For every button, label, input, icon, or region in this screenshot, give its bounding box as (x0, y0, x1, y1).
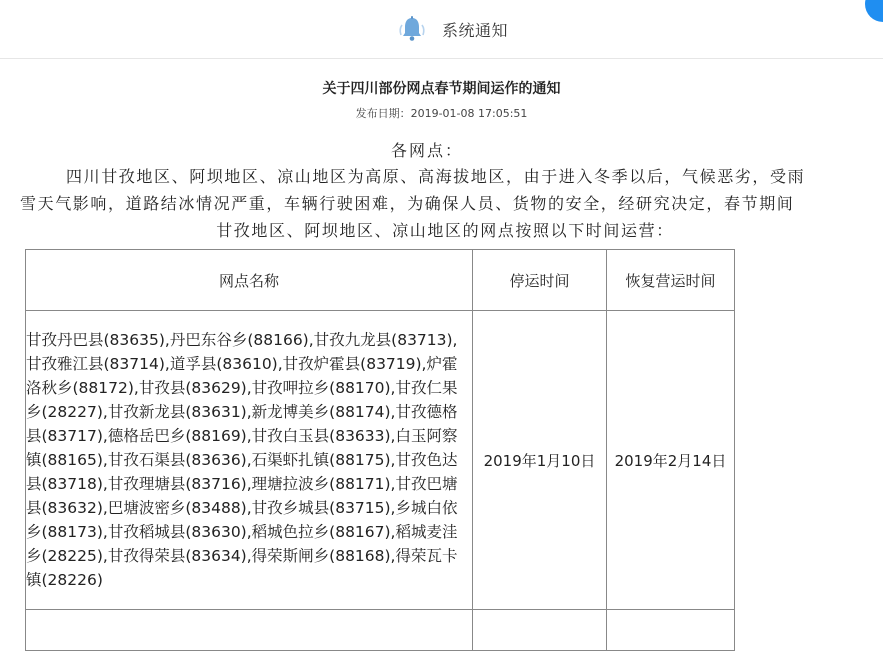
resume-date-cell: 2019年2月14日 (607, 311, 735, 610)
notice-title: 关于四川部份网点春节期间运作的通知 (322, 81, 561, 97)
outlet-names-cell: 甘孜丹巴县(83635),丹巴东谷乡(88166),甘孜九龙县(83713),甘孜雅江县(83714),道孚县(83610),甘孜炉霍县(83719),炉霍洛秋乡(88172),甘孜县(83629),甘孜呷拉乡(88170),甘孜仁果乡(28227),甘孜新龙县(83631),新龙博美乡(88174),甘孜德格县(83717),德格岳巴乡(88169),甘孜白玉县(83633),白玉阿察镇(88165),甘孜石渠县(83636),石渠虾扎镇(88175),甘孜色达县(83718),甘孜理塘县(83716),理塘拉波乡(88171),甘孜巴塘县(83632),巴塘波密乡(83488),甘孜乡城县(83715),乡城白依乡(88173),甘孜稻城县(83630),稻城色拉乡(88167),稻城麦洼乡(28225),甘孜得荣县(83634),得荣斯闸乡(88168),得荣瓦卡镇(28226) (26, 311, 473, 610)
header-title-group (398, 14, 508, 44)
page-title: 系统通知 (442, 20, 509, 40)
column-header-outlet-name: 网点名称 (26, 250, 473, 311)
notice-greeting: 各网点： (391, 141, 464, 160)
bell-icon (398, 15, 426, 43)
table-row (26, 311, 735, 610)
column-header-resume-date: 恢复营运时间 (607, 250, 735, 311)
resume-date-cell (607, 610, 735, 651)
notice-publish-date: 发布日期：2019-01-08 17:05:51 (355, 107, 528, 120)
stop-date-cell: 2019年1月10日 (473, 311, 607, 610)
outlet-names-cell (26, 610, 473, 651)
table-row (26, 610, 735, 651)
notice-body-line: 四川甘孜地区、阿坝地区、凉山地区为高原、高海拔地区，由于进入冬季以后，气候恶劣，受雨 (66, 167, 806, 186)
notification-header (0, 0, 883, 59)
column-header-stop-date: 停运时间 (473, 250, 607, 311)
table-header-row (26, 250, 735, 311)
corner-decoration (865, 0, 883, 22)
notice-body-line: 雪天气影响，道路结冰情况严重，车辆行驶困难，为确保人员、货物的安全，经研究决定，春节期间 (20, 194, 795, 213)
outlet-schedule-table (25, 249, 735, 651)
notice-body-line: 甘孜地区、阿坝地区、凉山地区的网点按照以下时间运营： (216, 221, 674, 240)
stop-date-cell (473, 610, 607, 651)
notice-body (20, 163, 870, 244)
